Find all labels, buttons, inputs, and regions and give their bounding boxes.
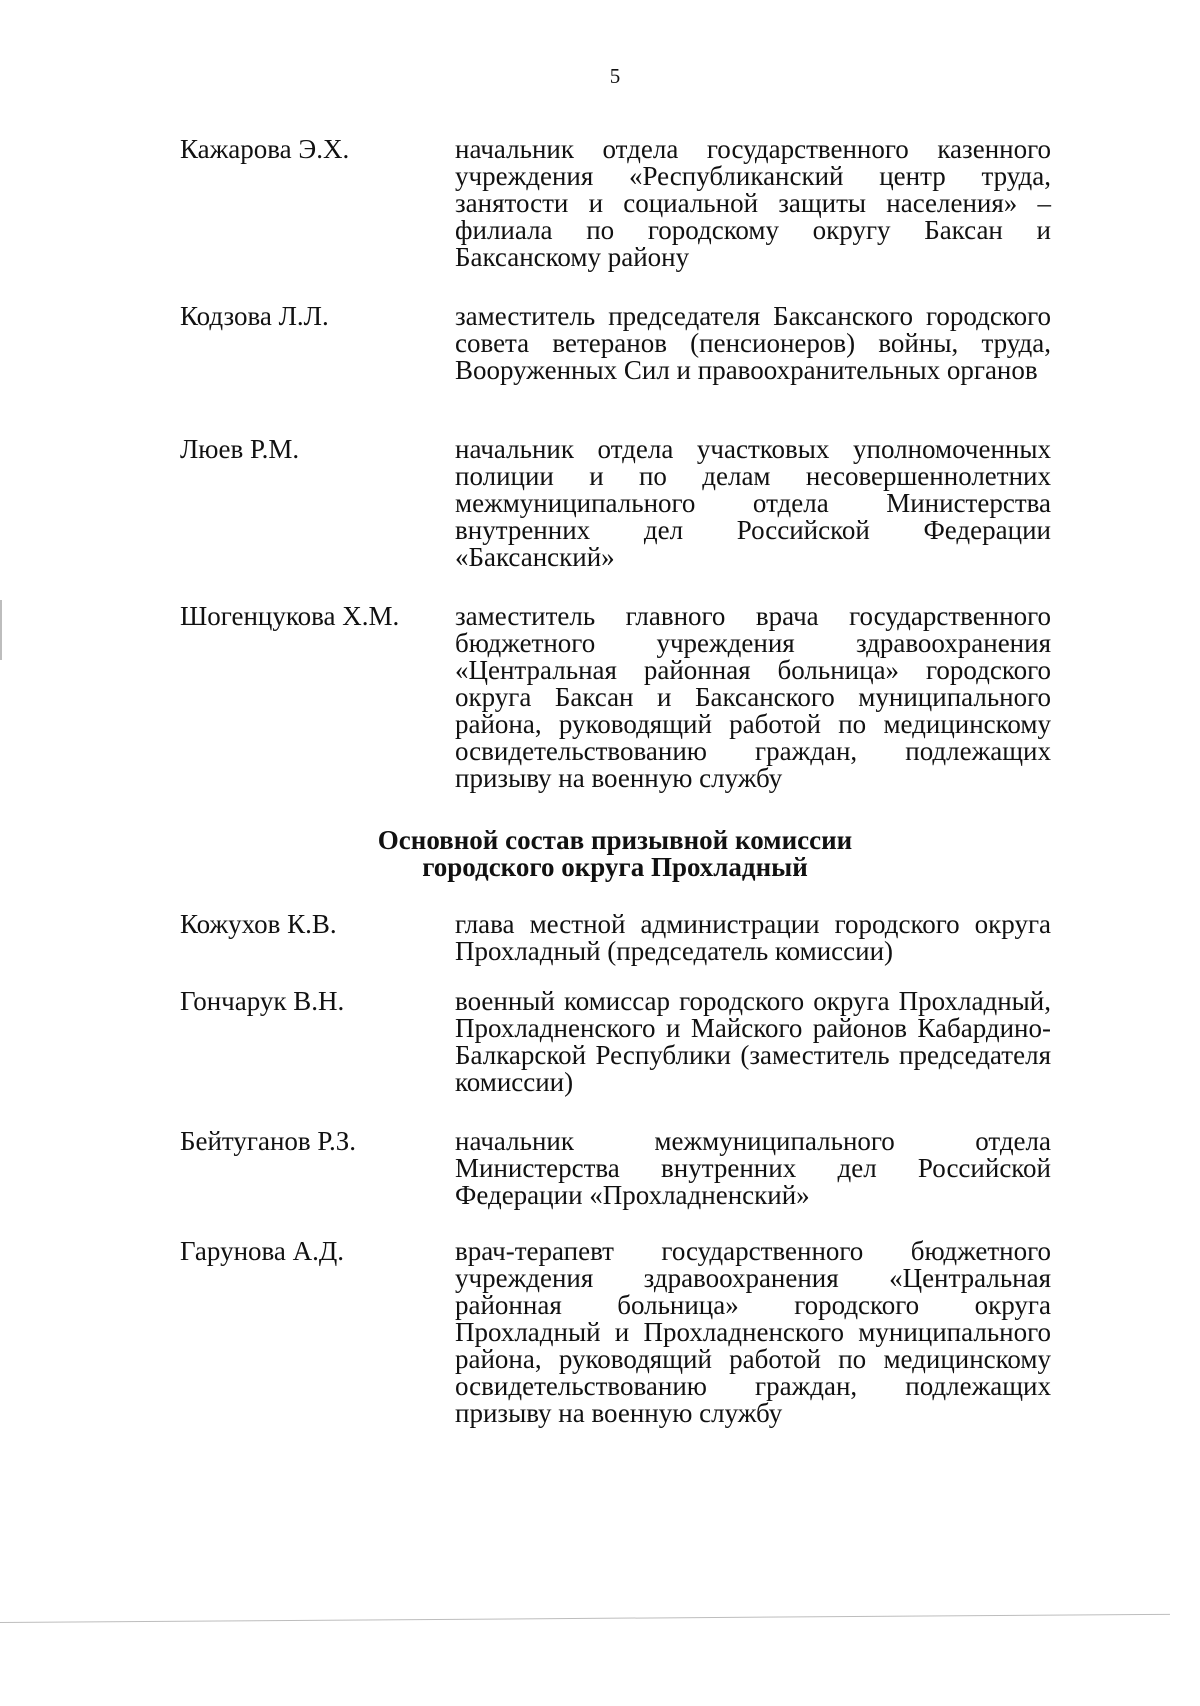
- scan-bottom-line: [0, 1614, 1170, 1623]
- member-description: врач-терапевт государственного бюджетного учреждения здравоохранения «Центральная районная больница» городского округа Прохладный и Прохладненского муниципального района, руководящий работой по медицинскому освидетельствованию граждан, подлежащих призыву на военную службу: [455, 1236, 1051, 1428]
- scan-edge-mark: [0, 600, 2, 660]
- member-description: военный комиссар городского округа Прохладный, Прохладненского и Майского районов Кабардино-Балкарской Республики (заместитель председателя комиссии): [455, 986, 1051, 1097]
- section-heading: [0, 827, 1200, 881]
- member-description: начальник отдела государственного казенного учреждения «Республиканский центр труда, занятости и социальной защиты населения» – филиала по городскому округу Баксан и Баксанскому району: [455, 134, 1051, 272]
- member-description: начальник отдела участковых уполномоченных полиции и по делам несовершеннолетних межмуниципального отдела Министерства внутренних дел Российской Федерации «Баксанский»: [455, 434, 1051, 572]
- section-heading-line2: городского округа Прохладный: [422, 852, 808, 882]
- member-description: начальник межмуниципального отдела Министерства внутренних дел Российской Федерации «Прохладненский»: [455, 1126, 1051, 1210]
- member-name: Люев Р.М.: [180, 434, 300, 464]
- member-name: Кодзова Л.Л.: [180, 301, 329, 331]
- member-description: глава местной администрации городского округа Прохладный (председатель комиссии): [455, 909, 1051, 966]
- section-heading-line1: Основной состав призывной комиссии: [377, 825, 853, 855]
- member-name: Кожухов К.В.: [180, 909, 337, 939]
- member-name: Гарунова А.Д.: [180, 1236, 345, 1266]
- member-name: Бейтуганов Р.З.: [180, 1126, 357, 1156]
- member-name: Гончарук В.Н.: [180, 986, 345, 1016]
- member-description: заместитель главного врача государственного бюджетного учреждения здравоохранения «Центральная районная больница» городского округа Баксан и Баксанского муниципального района, руководящий работой по медицинскому освидетельствованию граждан, подлежащих призыву на военную службу: [455, 601, 1051, 793]
- member-name: Шогенцукова Х.М.: [180, 601, 400, 631]
- member-name: Кажарова Э.Х.: [180, 134, 350, 164]
- member-description: заместитель председателя Баксанского городского совета ветеранов (пенсионеров) войны, труда, Вооруженных Сил и правоохранительных органов: [455, 301, 1051, 385]
- page-number: 5: [609, 64, 621, 88]
